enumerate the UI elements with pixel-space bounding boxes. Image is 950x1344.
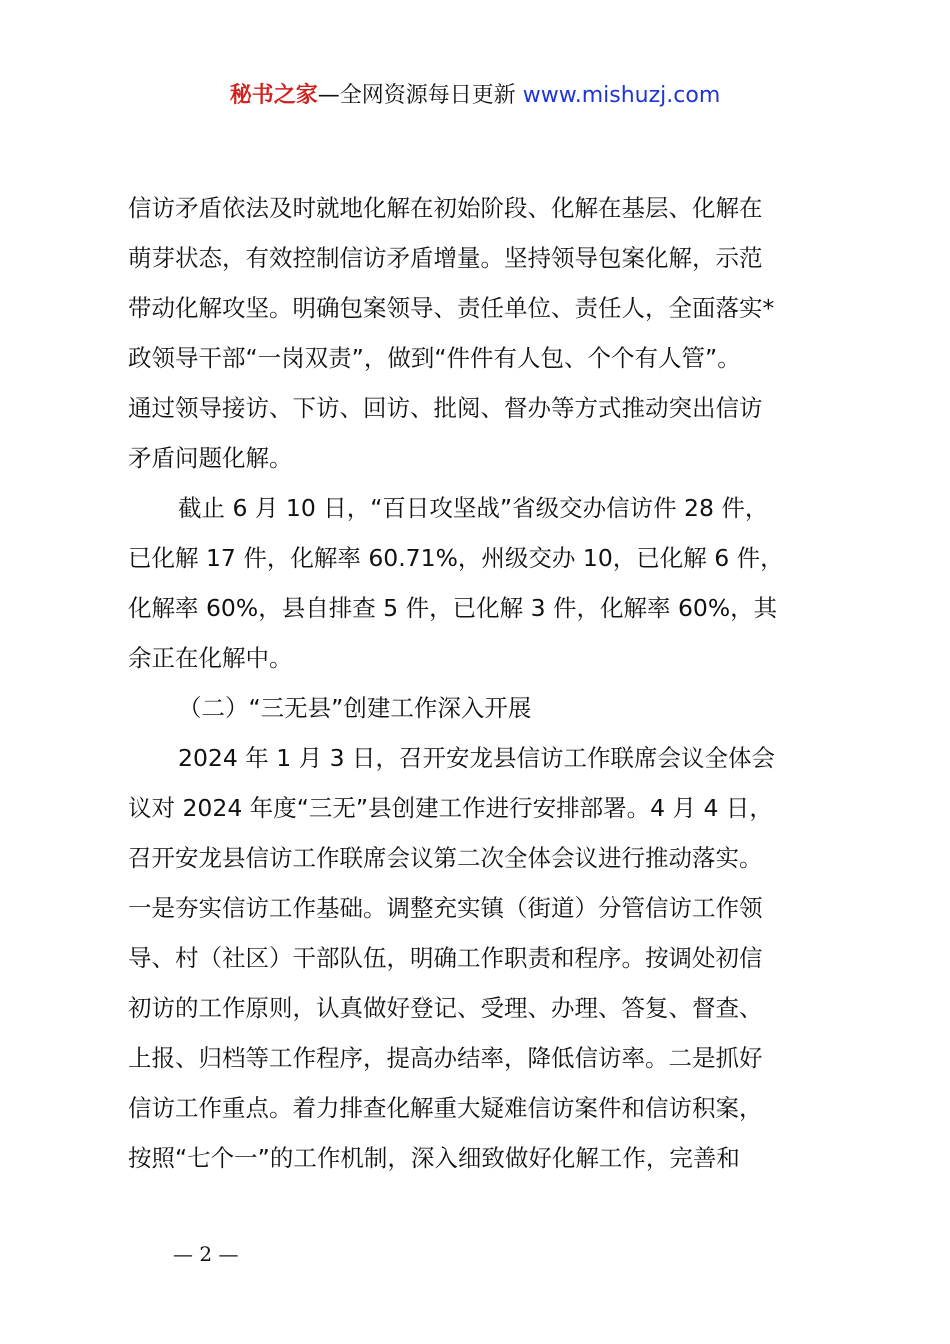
body-line: 余正在化解中。 [128, 644, 293, 672]
body-line: 议对 2024 年度“三无”县创建工作进行安排部署。4 月 4 日， [128, 794, 773, 822]
body-line: 已化解 17 件，化解率 60.71%，州级交办 10，已化解 6 件， [128, 544, 784, 572]
body-line: 信访矛盾依法及时就地化解在初始阶段、化解在基层、化解在 [128, 194, 763, 222]
document-body [128, 183, 848, 1183]
body-line: 上报、归档等工作程序，提高办结率，降低信访率。二是抓好 [128, 1044, 763, 1072]
body-line: 按照“七个一”的工作机制，深入细致做好化解工作，完善和 [128, 1144, 740, 1172]
page-number: — 2 — [173, 1242, 239, 1266]
site-url-link[interactable]: www.mishuzj.com [522, 83, 721, 108]
body-line: 导、村（社区）干部队伍，明确工作职责和程序。按调处初信 [128, 944, 763, 972]
body-line: 信访工作重点。着力排查化解重大疑难信访案件和信访积案， [128, 1094, 763, 1122]
body-line: 初访的工作原则，认真做好登记、受理、办理、答复、督查、 [128, 994, 763, 1022]
body-line: 一是夯实信访工作基础。调整充实镇（街道）分管信访工作领 [128, 894, 763, 922]
site-tagline: —全网资源每日更新 [317, 83, 516, 108]
body-line: 截止 6 月 10 日，“百日攻坚战”省级交办信访件 28 件， [178, 494, 769, 522]
site-brand: 秘书之家 [229, 83, 318, 108]
body-line: 化解率 60%，县自排查 5 件，已化解 3 件，化解率 60%，其 [128, 594, 778, 622]
body-line: 召开安龙县信访工作联席会议第二次全体会议进行推动落实。 [128, 844, 763, 872]
body-line: 2024 年 1 月 3 日，召开安龙县信访工作联席会议全体会 [178, 744, 776, 772]
body-line: 萌芽状态，有效控制信访矛盾增量。坚持领导包案化解，示范 [128, 244, 763, 272]
site-header [0, 80, 950, 112]
section-heading: （二）“三无县”创建工作深入开展 [178, 694, 532, 722]
body-line: 通过领导接访、下访、回访、批阅、督办等方式推动突出信访 [128, 394, 763, 422]
body-line: 矛盾问题化解。 [128, 444, 293, 472]
body-line: 带动化解攻坚。明确包案领导、责任单位、责任人，全面落实* [128, 294, 775, 322]
body-line: 政领导干部“一岗双责”，做到“件件有人包、个个有人管”。 [128, 344, 741, 372]
